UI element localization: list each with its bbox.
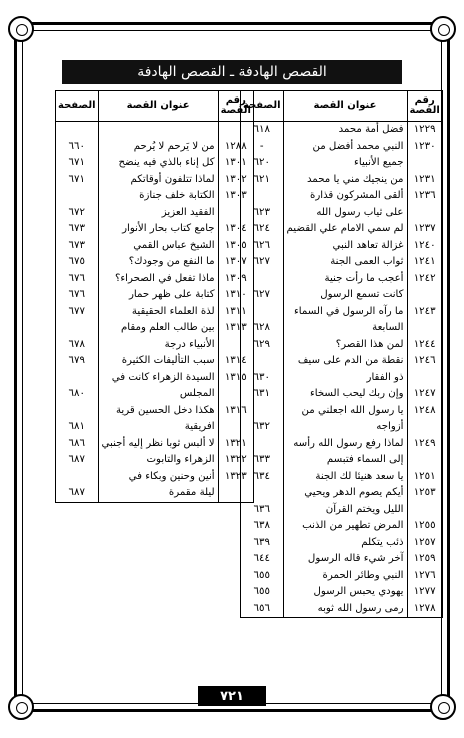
story-number: ١٢٨٨ <box>218 139 253 156</box>
story-number <box>218 419 253 436</box>
story-number: ١٢٧٨ <box>407 601 442 618</box>
story-number: ١٢٣٠ <box>407 139 442 156</box>
table-row <box>241 386 443 403</box>
story-page <box>56 403 99 420</box>
story-number: ١٢٤٩ <box>407 436 442 453</box>
story-page: ٦٢٧ <box>241 254 284 271</box>
header-number: رقم القصة <box>218 91 253 122</box>
table-row <box>241 584 443 601</box>
story-page: ٦١٨ <box>241 122 284 139</box>
table-row <box>241 155 443 172</box>
story-page: ٦٣٤ <box>241 469 284 486</box>
table-row <box>241 452 443 469</box>
story-number <box>407 419 442 436</box>
story-number <box>407 287 442 304</box>
story-title: من ينجيك مني يا محمد <box>306 173 404 185</box>
table-row <box>241 221 443 238</box>
story-page: ٦٢٣ <box>241 205 284 222</box>
story-number: ١٢٤٢ <box>407 271 442 288</box>
story-title: أنين وحنين وبكاء في <box>128 470 215 482</box>
corner-ornament <box>8 694 34 720</box>
story-number: ١٣٠٥ <box>218 238 253 255</box>
table-row <box>241 254 443 271</box>
story-page <box>56 469 99 486</box>
story-number <box>407 155 442 172</box>
story-page <box>56 122 99 139</box>
table-row <box>241 188 443 205</box>
header-page: الصفحة <box>56 91 99 122</box>
story-page: ٦٢٧ <box>241 287 284 304</box>
story-page: ٦٨٦ <box>56 436 99 453</box>
story-title: ما النفع من وجودك؟ <box>128 256 215 268</box>
story-number <box>218 205 253 222</box>
story-number: ١٢٥٣ <box>407 485 442 502</box>
story-page: ٦٦٠ <box>56 139 99 156</box>
header-number: رقم القصة <box>407 91 442 122</box>
table-row <box>56 205 254 222</box>
story-page: ٦٧٦ <box>56 271 99 288</box>
table-row <box>56 254 254 271</box>
story-title: الزهراء والتابوت <box>146 454 215 466</box>
table-row <box>241 419 443 436</box>
table-row <box>56 436 254 453</box>
story-title: ماذا تفعل في الصحراء؟ <box>114 272 215 284</box>
table-row <box>56 238 254 255</box>
story-number: ١٢٤٣ <box>407 304 442 321</box>
table-row <box>56 419 254 436</box>
story-title: يا رسول الله اجعلني من <box>301 404 404 416</box>
table-row <box>56 287 254 304</box>
index-table-left <box>55 90 254 503</box>
story-title: كل إناء بالذي فيه ينضح <box>118 157 215 169</box>
table-row <box>241 403 443 420</box>
story-number: ١٢٧٧ <box>407 584 442 601</box>
table-row <box>56 386 254 403</box>
story-page <box>56 320 99 337</box>
story-number: ١٢٤٤ <box>407 337 442 354</box>
table-row <box>241 535 443 552</box>
story-title: أزواجه <box>376 421 404 433</box>
story-title: الفقيد العزيز <box>161 206 215 218</box>
table-row <box>56 452 254 469</box>
story-page: ٦٧٣ <box>56 221 99 238</box>
story-title: السيدة الزهراء كانت في <box>111 371 215 383</box>
story-page: ٦٢٤ <box>241 221 284 238</box>
story-page: ٦٢٨ <box>241 320 284 337</box>
story-title: ما رآه الرسول في السماء <box>293 305 404 317</box>
index-table-right <box>240 90 443 618</box>
table-row <box>241 601 443 618</box>
table-row <box>241 337 443 354</box>
story-number <box>218 485 253 502</box>
story-title: كتابة على ظهر حمار <box>128 289 215 301</box>
story-title: المجلس <box>179 388 215 400</box>
story-title: الكتابة خلف جنازة <box>139 190 215 202</box>
story-page: ٦٧١ <box>56 155 99 172</box>
table-row <box>56 370 254 387</box>
story-title: يا سعد هنيئا لك الجنة <box>315 470 404 482</box>
table-row <box>241 205 443 222</box>
story-number <box>407 205 442 222</box>
header-story: عنوان القصة <box>98 91 218 122</box>
story-title: لم سمي الامام علي القضيم <box>286 223 404 235</box>
story-number: ١٣٠٢ <box>218 172 253 189</box>
story-number: ١٢٢٩ <box>407 122 442 139</box>
story-title: الأنبياء درجة <box>164 338 215 350</box>
story-number: ١٣١٥ <box>218 370 253 387</box>
story-page <box>56 188 99 205</box>
story-title: هكذا دخل الحسين قرية <box>115 404 215 416</box>
table-row <box>241 518 443 535</box>
table-row <box>241 238 443 255</box>
story-page: ٦٨٧ <box>56 485 99 502</box>
table-row <box>56 304 254 321</box>
table-row <box>241 568 443 585</box>
story-page: ٦٤٤ <box>241 551 284 568</box>
story-title: لمن هذا القصر؟ <box>335 338 404 350</box>
story-number: ١٣٠٣ <box>218 188 253 205</box>
table-row <box>56 353 254 370</box>
story-number <box>218 337 253 354</box>
story-number: ١٣٢٣ <box>218 469 253 486</box>
story-page: ٦٧٦ <box>56 287 99 304</box>
table-row <box>241 304 443 321</box>
story-number: ١٢٤٠ <box>407 238 442 255</box>
story-title: ذو الفقار <box>366 371 404 383</box>
story-page: ٦٧٢ <box>56 205 99 222</box>
corner-ornament <box>430 16 456 42</box>
story-page: ٦٧٨ <box>56 337 99 354</box>
table-row <box>241 139 443 156</box>
table-row <box>56 485 254 502</box>
table-row <box>241 436 443 453</box>
table-row <box>241 502 443 519</box>
story-title: بين طالب العلم ومقام <box>120 322 215 334</box>
story-number: ١٢٤٧ <box>407 386 442 403</box>
story-number: ١٣١٤ <box>218 353 253 370</box>
story-title: لا ألبس ثوبا نظر إليه أجنبي <box>101 437 215 449</box>
story-title: ليلة مقمرة <box>98 485 218 502</box>
story-page: ٦٥٦ <box>241 601 284 618</box>
story-number: ١٣١٣ <box>218 320 253 337</box>
story-number: ١٢٤٨ <box>407 403 442 420</box>
story-page: ٦٢١ <box>241 172 284 189</box>
story-title: أيكم يصوم الدهر ويحيي <box>304 487 404 499</box>
story-page <box>56 370 99 387</box>
story-title: من لا يَرحم لا يُرحم <box>133 140 215 152</box>
story-number <box>407 452 442 469</box>
story-number: ١٣٢١ <box>218 436 253 453</box>
story-page: ٦٣٠ <box>241 370 284 387</box>
header-page: الصفحة <box>241 91 284 122</box>
story-page: ٦٣١ <box>241 386 284 403</box>
story-title: رمى رسول الله ثوبه <box>283 601 407 618</box>
story-page: ٦٣٨ <box>241 518 284 535</box>
story-number: ١٣١٦ <box>218 403 253 420</box>
table-row <box>241 122 443 139</box>
story-page: ٦٣٩ <box>241 535 284 552</box>
story-title: كانت تسمع الرسول <box>320 289 404 301</box>
story-page: - <box>241 139 284 156</box>
story-number <box>218 386 253 403</box>
table-row <box>56 122 254 139</box>
story-number: ١٢٥٥ <box>407 518 442 535</box>
story-page: ٦٧١ <box>56 172 99 189</box>
story-title: ثواب العمى الجنة <box>330 256 404 268</box>
story-title: أعجب ما رأت جنية <box>324 272 404 284</box>
story-title <box>98 122 218 139</box>
table-row <box>56 172 254 189</box>
story-title: السابعة <box>372 322 404 334</box>
table-row <box>56 139 254 156</box>
story-page: ٦٧٣ <box>56 238 99 255</box>
story-number: ١٣١١ <box>218 304 253 321</box>
story-page: ٦٧٧ <box>56 304 99 321</box>
story-number: ١٣١٠ <box>218 287 253 304</box>
corner-ornament <box>8 16 34 42</box>
table-row <box>56 271 254 288</box>
story-number: ١٣٠٧ <box>218 254 253 271</box>
running-header: القصص الهادفة ـ القصص الهادفة <box>62 60 402 84</box>
story-title: فضل أمة محمد <box>338 124 404 136</box>
story-number: ١٢٣٧ <box>407 221 442 238</box>
story-number: ١٣٠١ <box>218 155 253 172</box>
story-number: ١٣٠٩ <box>218 271 253 288</box>
story-title: نقطة من الدم على سيف <box>297 355 404 367</box>
story-title: جامع كتاب بحار الأنوار <box>122 223 215 235</box>
table-row <box>241 287 443 304</box>
story-number <box>407 370 442 387</box>
table-row <box>241 172 443 189</box>
story-number: ١٢٧٦ <box>407 568 442 585</box>
story-title: الليل ويختم القرآن <box>325 503 404 515</box>
story-title: وإن ربك ليحب السخاء <box>309 388 404 400</box>
story-title: الشيخ عباس القمي <box>133 239 215 251</box>
story-title: النبي وطائر الحمرة <box>322 569 404 581</box>
story-page: ٦٢٦ <box>241 238 284 255</box>
page-number: ٧٢١ <box>198 686 266 706</box>
story-number: ١٢٥١ <box>407 469 442 486</box>
table-row <box>241 551 443 568</box>
story-number: ١٢٤٦ <box>407 353 442 370</box>
table-row <box>241 353 443 370</box>
story-page: ٦٢٠ <box>241 155 284 172</box>
story-page: ٦٣٦ <box>241 502 284 519</box>
story-number: ١٢٥٧ <box>407 535 442 552</box>
story-page: ٦٧٥ <box>56 254 99 271</box>
story-number: ١٢٤١ <box>407 254 442 271</box>
table-row <box>56 155 254 172</box>
header-story: عنوان القصة <box>283 91 407 122</box>
story-title: آخر شيء قاله الرسول <box>307 553 404 565</box>
table-row <box>241 320 443 337</box>
story-page: ٦٨٠ <box>56 386 99 403</box>
story-page: ٦٢٩ <box>241 337 284 354</box>
story-page: ٦٧٩ <box>56 353 99 370</box>
story-number: ١٢٣٦ <box>407 188 442 205</box>
story-title: لذة العلماء الحقيقية <box>131 305 215 317</box>
story-page: ٦٣٣ <box>241 452 284 469</box>
story-title: سبب التأليفات الكثيرة <box>121 355 215 367</box>
table-row <box>56 403 254 420</box>
story-page: ٦٥٥ <box>241 568 284 585</box>
story-number: ١٢٥٩ <box>407 551 442 568</box>
story-title: ألقى المشركون قذارة <box>310 190 404 202</box>
story-number <box>407 320 442 337</box>
story-page: ٦٨١ <box>56 419 99 436</box>
table-row <box>56 188 254 205</box>
table-row <box>241 485 443 502</box>
table-row <box>56 320 254 337</box>
story-page: ٦٥٥ <box>241 584 284 601</box>
story-number <box>218 122 253 139</box>
story-title: إلى السماء فتبسم <box>326 454 404 466</box>
story-number: ١٣٢٢ <box>218 452 253 469</box>
story-number: ١٣٠٤ <box>218 221 253 238</box>
story-title: افريقية <box>184 421 215 433</box>
table-row <box>56 337 254 354</box>
story-title: ذئب يتكلم <box>361 536 404 548</box>
story-title: غزالة تعاهد النبي <box>332 239 404 251</box>
table-row <box>241 469 443 486</box>
story-number: ١٢٣١ <box>407 172 442 189</box>
story-title: لماذا رفع رسول الله رأسه <box>293 437 404 449</box>
story-page: ٦٣٢ <box>241 419 284 436</box>
story-page: ٦٨٧ <box>56 452 99 469</box>
story-number <box>407 502 442 519</box>
story-title: يهودي يحبس الرسول <box>313 586 404 598</box>
story-title: جميع الأنبياء <box>354 157 404 169</box>
table-row <box>241 271 443 288</box>
corner-ornament <box>430 694 456 720</box>
table-row <box>56 469 254 486</box>
story-title: النبي محمد أفضل من <box>312 140 404 152</box>
table-row <box>241 370 443 387</box>
story-title: لماذا تتلفون أوقاتكم <box>130 173 215 185</box>
story-title: المرض تطهير من الذنب <box>302 520 404 532</box>
table-row <box>56 221 254 238</box>
story-title: على ثياب رسول الله <box>316 206 404 218</box>
